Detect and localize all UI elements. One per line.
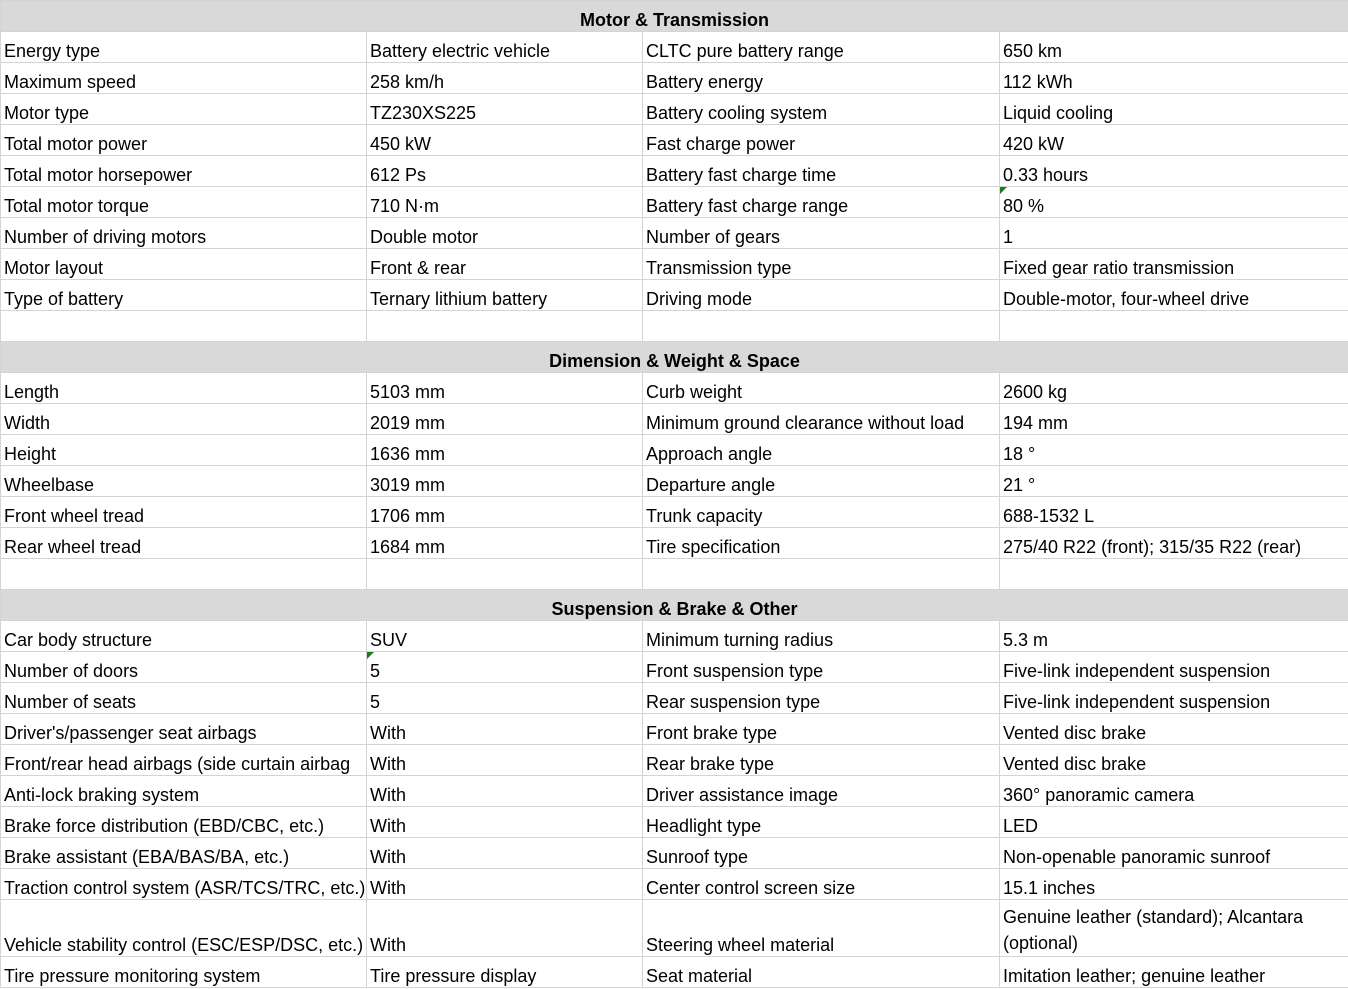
spec-value-cell[interactable]: Genuine leather (standard); Alcantara (optional) (1000, 900, 1348, 957)
spec-row (1, 435, 1348, 466)
blank-row (1, 559, 1348, 590)
spec-row (1, 32, 1348, 63)
spec-value-cell[interactable]: 1636 mm (367, 435, 643, 466)
spec-row (1, 94, 1348, 125)
spec-label-cell[interactable]: Length (1, 373, 367, 404)
spec-value-cell[interactable]: 1706 mm (367, 497, 643, 528)
spec-label-cell[interactable]: Total motor power (1, 125, 367, 156)
spec-value-cell[interactable]: 612 Ps (367, 156, 643, 187)
empty-cell[interactable] (367, 311, 643, 342)
spec-row (1, 807, 1348, 838)
spec-label-cell[interactable]: Rear suspension type (643, 683, 1000, 714)
empty-cell[interactable] (1, 559, 367, 590)
spec-label-cell[interactable]: Battery energy (643, 63, 1000, 94)
spec-value-cell[interactable]: 360° panoramic camera (1000, 776, 1348, 807)
empty-cell[interactable] (643, 559, 1000, 590)
spec-value-cell[interactable]: With (367, 838, 643, 869)
spec-value-cell[interactable]: 194 mm (1000, 404, 1348, 435)
spec-row (1, 714, 1348, 745)
spec-value-cell[interactable]: Fixed gear ratio transmission (1000, 249, 1348, 280)
spec-label-cell[interactable]: Tire pressure monitoring system (1, 957, 367, 988)
spec-label-cell[interactable]: Brake assistant (EBA/BAS/BA, etc.) (1, 838, 367, 869)
spec-label-cell[interactable]: Battery cooling system (643, 94, 1000, 125)
section-header-row (1, 1, 1348, 32)
spec-value-cell[interactable]: 710 N·m (367, 187, 643, 218)
spec-value-cell[interactable]: 650 km (1000, 32, 1348, 63)
spec-value-cell[interactable]: LED (1000, 807, 1348, 838)
spec-row (1, 900, 1348, 957)
spec-value-cell[interactable]: With (367, 869, 643, 900)
spec-label-cell[interactable]: Number of seats (1, 683, 367, 714)
spec-value-cell[interactable]: 112 kWh (1000, 63, 1348, 94)
spec-value-cell[interactable]: 2019 mm (367, 404, 643, 435)
spec-label-cell[interactable]: Total motor torque (1, 187, 367, 218)
spec-label-cell[interactable]: Front brake type (643, 714, 1000, 745)
spec-label-cell[interactable]: Front/rear head airbags (side curtain airbag (1, 745, 367, 776)
spec-row (1, 838, 1348, 869)
spec-label-cell[interactable]: Brake force distribution (EBD/CBC, etc.) (1, 807, 367, 838)
section-title[interactable]: Dimension & Weight & Space (1, 342, 1348, 373)
spec-value-cell[interactable]: Five-link independent suspension (1000, 652, 1348, 683)
spec-value-cell[interactable]: 5 (367, 652, 643, 683)
spec-label-cell[interactable]: Battery fast charge time (643, 156, 1000, 187)
spec-label-cell[interactable]: Battery fast charge range (643, 187, 1000, 218)
empty-cell[interactable] (1, 311, 367, 342)
spec-label-cell[interactable]: CLTC pure battery range (643, 32, 1000, 63)
spec-label-cell[interactable]: Sunroof type (643, 838, 1000, 869)
spec-row (1, 63, 1348, 94)
spec-label-cell[interactable]: Minimum ground clearance without load (643, 404, 1000, 435)
spec-row (1, 957, 1348, 988)
spec-label-cell[interactable]: Curb weight (643, 373, 1000, 404)
empty-cell[interactable] (1000, 311, 1348, 342)
spec-label-cell[interactable]: Driving mode (643, 280, 1000, 311)
spec-value-cell[interactable]: Imitation leather; genuine leather (1000, 957, 1348, 988)
spec-label-cell[interactable]: Rear wheel tread (1, 528, 367, 559)
spec-label-cell[interactable]: Headlight type (643, 807, 1000, 838)
spec-value-cell[interactable]: 5 (367, 683, 643, 714)
spec-value-cell[interactable]: Battery electric vehicle (367, 32, 643, 63)
spec-value-cell[interactable]: Double motor (367, 218, 643, 249)
spec-label-cell[interactable]: Energy type (1, 32, 367, 63)
sheet-body (1, 1, 1348, 988)
spec-value-cell[interactable]: 3019 mm (367, 466, 643, 497)
spec-label-cell[interactable]: Approach angle (643, 435, 1000, 466)
section-title[interactable]: Motor & Transmission (1, 1, 1348, 32)
spec-label-cell[interactable]: Height (1, 435, 367, 466)
spec-label-cell[interactable]: Rear brake type (643, 745, 1000, 776)
spec-label-cell[interactable]: Transmission type (643, 249, 1000, 280)
spec-value-cell[interactable]: Liquid cooling (1000, 94, 1348, 125)
spec-value-cell[interactable]: With (367, 714, 643, 745)
spec-row (1, 745, 1348, 776)
spec-label-cell[interactable]: Front suspension type (643, 652, 1000, 683)
section-header-row (1, 590, 1348, 621)
spec-label-cell[interactable]: Number of driving motors (1, 218, 367, 249)
spec-value-cell[interactable]: Vented disc brake (1000, 745, 1348, 776)
spec-value-cell[interactable]: 275/40 R22 (front); 315/35 R22 (rear) (1000, 528, 1348, 559)
spec-label-cell[interactable]: Driver's/passenger seat airbags (1, 714, 367, 745)
spec-label-cell[interactable]: Car body structure (1, 621, 367, 652)
spec-value-cell[interactable]: With (367, 807, 643, 838)
spec-value-cell[interactable]: 1 (1000, 218, 1348, 249)
spec-value-cell[interactable]: Vented disc brake (1000, 714, 1348, 745)
spec-row (1, 125, 1348, 156)
spec-value-cell[interactable]: 688-1532 L (1000, 497, 1348, 528)
section-title[interactable]: Suspension & Brake & Other (1, 590, 1348, 621)
spec-label-cell[interactable]: Vehicle stability control (ESC/ESP/DSC, etc.) (1, 900, 367, 957)
spec-label-cell[interactable]: Number of doors (1, 652, 367, 683)
spec-label-cell[interactable]: Seat material (643, 957, 1000, 988)
spec-label-cell[interactable]: Driver assistance image (643, 776, 1000, 807)
spec-row (1, 683, 1348, 714)
spec-row (1, 156, 1348, 187)
spec-label-cell[interactable]: Motor type (1, 94, 367, 125)
spec-value-cell[interactable]: Double-motor, four-wheel drive (1000, 280, 1348, 311)
spec-label-cell[interactable]: Type of battery (1, 280, 367, 311)
spec-value-cell[interactable]: 18 ° (1000, 435, 1348, 466)
spec-row (1, 466, 1348, 497)
spec-value-cell[interactable]: 15.1 inches (1000, 869, 1348, 900)
spec-value-cell[interactable]: TZ230XS225 (367, 94, 643, 125)
spec-label-cell[interactable]: Trunk capacity (643, 497, 1000, 528)
spec-row (1, 869, 1348, 900)
spec-label-cell[interactable]: Front wheel tread (1, 497, 367, 528)
spec-value-cell[interactable]: 0.33 hours (1000, 156, 1348, 187)
spec-row (1, 497, 1348, 528)
spec-row (1, 373, 1348, 404)
spec-label-cell[interactable]: Center control screen size (643, 869, 1000, 900)
spec-value-cell[interactable]: With (367, 776, 643, 807)
empty-cell[interactable] (1000, 559, 1348, 590)
spec-value-cell[interactable]: Ternary lithium battery (367, 280, 643, 311)
spec-value-cell[interactable]: Non-openable panoramic sunroof (1000, 838, 1348, 869)
blank-row (1, 311, 1348, 342)
spec-label-cell[interactable]: Width (1, 404, 367, 435)
spec-value-cell[interactable]: 80 % (1000, 187, 1348, 218)
spec-label-cell[interactable]: Maximum speed (1, 63, 367, 94)
spec-row (1, 776, 1348, 807)
spec-label-cell[interactable]: Departure angle (643, 466, 1000, 497)
spec-value-cell[interactable]: 450 kW (367, 125, 643, 156)
spec-value-cell[interactable]: Front & rear (367, 249, 643, 280)
spec-row (1, 218, 1348, 249)
spec-value-cell[interactable]: 21 ° (1000, 466, 1348, 497)
spec-label-cell[interactable]: Steering wheel material (643, 900, 1000, 957)
spec-row (1, 528, 1348, 559)
spec-value-cell[interactable]: Tire pressure display (367, 957, 643, 988)
spec-value-cell[interactable]: Five-link independent suspension (1000, 683, 1348, 714)
empty-cell[interactable] (643, 311, 1000, 342)
empty-cell[interactable] (367, 559, 643, 590)
spec-value-cell[interactable]: With (367, 900, 643, 957)
spec-label-cell[interactable]: Fast charge power (643, 125, 1000, 156)
spec-label-cell[interactable]: Wheelbase (1, 466, 367, 497)
spec-label-cell[interactable]: Number of gears (643, 218, 1000, 249)
spec-value-cell[interactable]: 5.3 m (1000, 621, 1348, 652)
spec-value-cell[interactable]: 420 kW (1000, 125, 1348, 156)
spec-row (1, 652, 1348, 683)
section-header-row (1, 342, 1348, 373)
spec-label-cell[interactable]: Traction control system (ASR/TCS/TRC, etc.) (1, 869, 367, 900)
spec-value-cell[interactable]: With (367, 745, 643, 776)
spec-label-cell[interactable]: Anti-lock braking system (1, 776, 367, 807)
spec-value-cell[interactable]: 2600 kg (1000, 373, 1348, 404)
spec-row (1, 404, 1348, 435)
spec-row (1, 187, 1348, 218)
spec-row (1, 621, 1348, 652)
spec-label-cell[interactable]: Minimum turning radius (643, 621, 1000, 652)
spec-value-cell[interactable]: SUV (367, 621, 643, 652)
spec-row (1, 249, 1348, 280)
spec-label-cell[interactable]: Total motor horsepower (1, 156, 367, 187)
spec-value-cell[interactable]: 5103 mm (367, 373, 643, 404)
spec-value-cell[interactable]: 1684 mm (367, 528, 643, 559)
spec-value-cell[interactable]: 258 km/h (367, 63, 643, 94)
spec-row (1, 280, 1348, 311)
spec-label-cell[interactable]: Motor layout (1, 249, 367, 280)
spec-label-cell[interactable]: Tire specification (643, 528, 1000, 559)
